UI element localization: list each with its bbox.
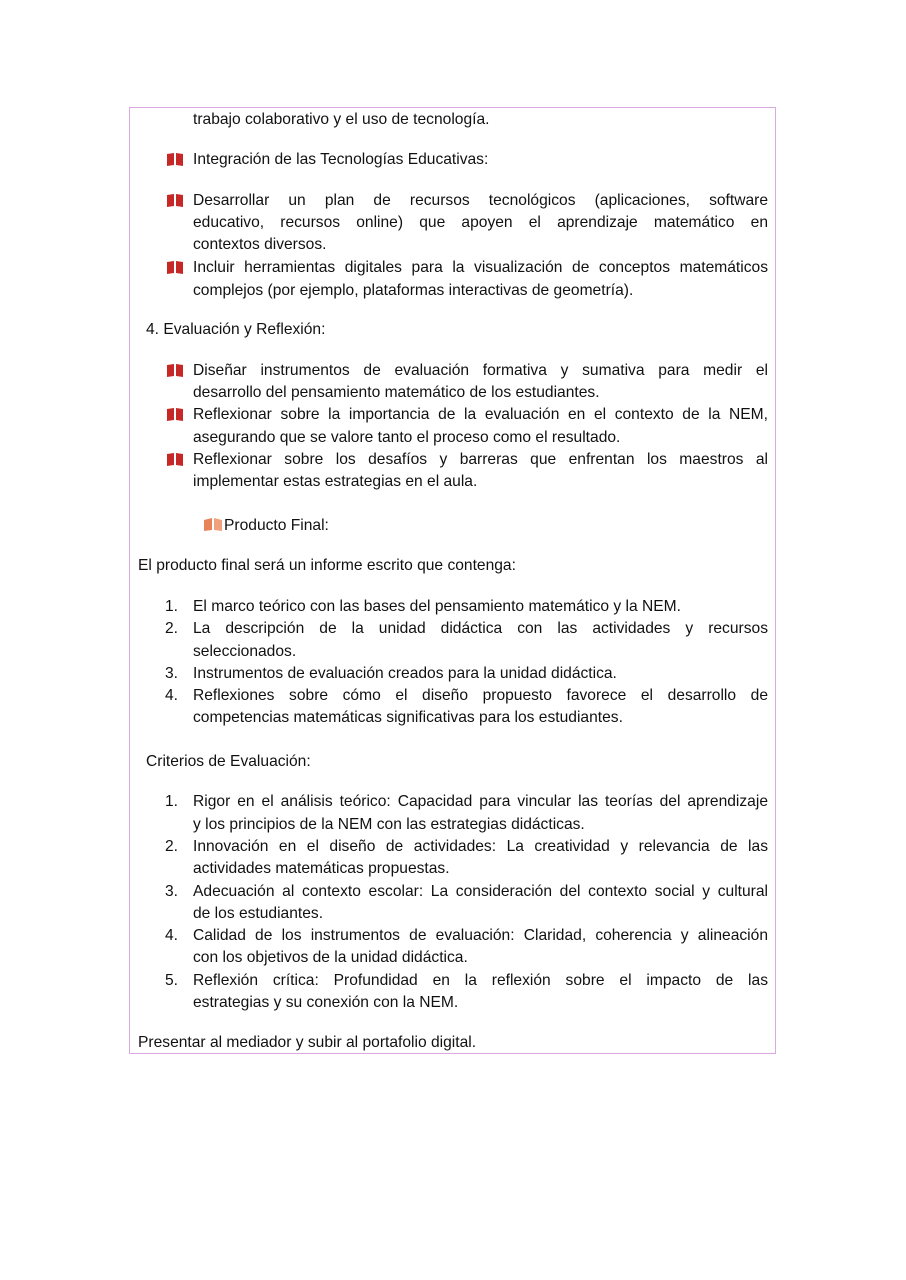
- tech-item-2-line-2: complejos (por ejemplo, plataformas interactivas de geometría).: [193, 282, 634, 299]
- tech-item-2-line-1: Incluir herramientas digitales para la visualización de conceptos matemáticos: [193, 259, 768, 276]
- product-item-4-line-2: competencias matemáticas significativas para los estudiantes.: [193, 709, 623, 726]
- criteria-item-3-number: 3.: [165, 883, 179, 900]
- book-bullet-icon: [165, 362, 185, 378]
- eval-item-3-line-2: implementar estas estrategias en el aula.: [193, 473, 478, 490]
- tech-item-1-line-1: Desarrollar un plan de recursos tecnológicos (aplicaciones, software: [193, 192, 768, 209]
- product-item-2-number: 2.: [165, 620, 179, 637]
- criteria-item-1-line-2: y los principios de la NEM con las estrategias didácticas.: [193, 816, 585, 833]
- criteria-item-2-line-1: Innovación en el diseño de actividades: La creatividad y relevancia de las: [193, 838, 768, 855]
- criteria-item-2-number: 2.: [165, 838, 179, 855]
- book-bullet-icon: [165, 406, 185, 422]
- book-bullet-icon: [165, 151, 185, 167]
- book-bullet-icon: [165, 259, 185, 275]
- book-bullet-icon: [165, 192, 185, 208]
- criteria-item-3-line-2: de los estudiantes.: [193, 905, 324, 922]
- product-item-3-line-1: Instrumentos de evaluación creados para la unidad didáctica.: [193, 665, 617, 682]
- eval-item-1-line-1: Diseñar instrumentos de evaluación formativa y sumativa para medir el: [193, 362, 768, 379]
- eval-item-2-line-2: asegurando que se valore tanto el proceso como el resultado.: [193, 429, 621, 446]
- product-intro: El producto final será un informe escrito que contenga:: [138, 557, 516, 574]
- eval-item-3-line-1: Reflexionar sobre los desafíos y barreras que enfrentan los maestros al: [193, 451, 768, 468]
- criteria-item-2-line-2: actividades matemáticas propuestas.: [193, 860, 450, 877]
- criteria-item-1-line-1: Rigor en el análisis teórico: Capacidad para vincular las teorías del aprendizaje: [193, 793, 768, 810]
- tech-item-1-line-3: contextos diversos.: [193, 236, 327, 253]
- closing-text: Presentar al mediador y subir al portafolio digital.: [138, 1034, 477, 1051]
- book-bullet-icon: [165, 451, 185, 467]
- criteria-heading: Criterios de Evaluación:: [146, 753, 311, 770]
- criteria-item-5-line-1: Reflexión crítica: Profundidad en la reflexión sobre el impacto de las: [193, 972, 768, 989]
- product-item-1-line-1: El marco teórico con las bases del pensamiento matemático y la NEM.: [193, 598, 681, 615]
- criteria-item-4-number: 4.: [165, 927, 179, 944]
- criteria-item-5-number: 5.: [165, 972, 179, 989]
- criteria-item-4-line-1: Calidad de los instrumentos de evaluación: Claridad, coherencia y alineación: [193, 927, 768, 944]
- book-product-icon: [202, 516, 224, 532]
- eval-item-2-line-1: Reflexionar sobre la importancia de la evaluación en el contexto de la NEM,: [193, 406, 768, 423]
- intro-tail: trabajo colaborativo y el uso de tecnología.: [193, 111, 490, 128]
- criteria-item-4-line-2: con los objetivos de la unidad didáctica.: [193, 949, 468, 966]
- product-item-4-line-1: Reflexiones sobre cómo el diseño propuesto favorece el desarrollo de: [193, 687, 768, 704]
- criteria-item-3-line-1: Adecuación al contexto escolar: La consideración del contexto social y cultural: [193, 883, 768, 900]
- eval-item-1-line-2: desarrollo del pensamiento matemático de los estudiantes.: [193, 384, 600, 401]
- tech-item-1-line-2: educativo, recursos online) que apoyen el aprendizaje matemático en: [193, 214, 768, 231]
- product-item-1-number: 1.: [165, 598, 179, 615]
- tech-heading: Integración de las Tecnologías Educativas:: [193, 151, 489, 168]
- product-item-3-number: 3.: [165, 665, 179, 682]
- product-item-4-number: 4.: [165, 687, 179, 704]
- product-item-2-line-2: seleccionados.: [193, 643, 297, 660]
- product-heading: Producto Final:: [224, 517, 329, 534]
- criteria-item-5-line-2: estrategias y su conexión con la NEM.: [193, 994, 459, 1011]
- eval-heading: 4. Evaluación y Reflexión:: [146, 321, 326, 338]
- criteria-item-1-number: 1.: [165, 793, 179, 810]
- product-item-2-line-1: La descripción de la unidad didáctica con las actividades y recursos: [193, 620, 768, 637]
